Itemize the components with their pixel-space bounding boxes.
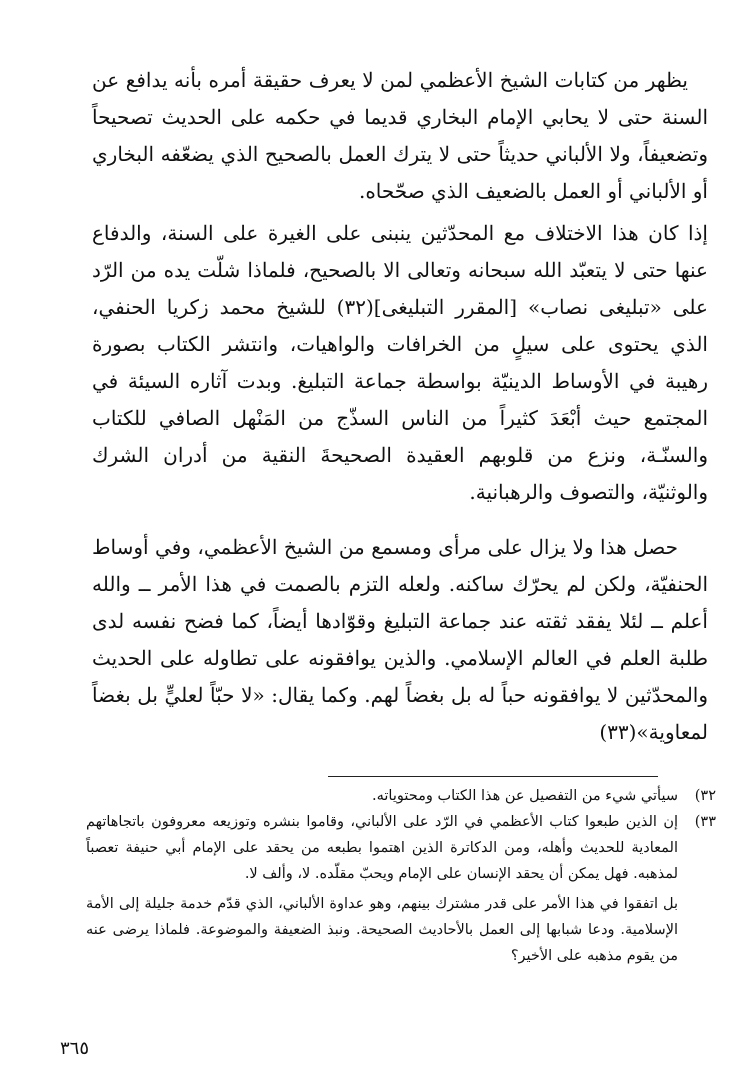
page-number: ٣٦٥	[60, 1038, 90, 1059]
footnotes	[86, 783, 716, 969]
paragraph-1: يظهر من كتابات الشيخ الأعظمي لمن لا يعرف حقيقة أمره بأنه يدافع عن السنة حتى لا يحابي الإمام البخاري قديما في حكمه على الحديث تصحيحاً وتضعيفاً، ولا الألباني حديثاً حتى لا يترك العمل بالصحيح الذي يضعّفه البخاري أو الألباني أو العمل بالضعيف الذي صحّحاه.	[92, 68, 708, 203]
footnote-number: ٣٢)	[694, 788, 716, 804]
footnote-separator	[328, 776, 658, 777]
footnote-number: ٣٣)	[694, 814, 716, 830]
footnote-text: سيأتي شيء من التفصيل عن هذا الكتاب ومحتوياته.	[371, 788, 678, 804]
main-text	[92, 62, 708, 751]
paragraph-2: إذا كان هذا الاختلاف مع المحدّثين ينبنى على الغيرة على السنة، والدفاع عنها حتى لا يتعبّد الله سبحانه وتعالى الا بالصحيح، فلماذا شلّت يده من الرّد على «تبليغى نصاب» [المقرر التبليغى](٣٢) للشيخ محمد زكريا الحنفي، الذي يحتوى على سيلٍ من الخرافات والواهيات، وانتشر الكتاب بصورة رهيبة في الأوساط الدينيّة بواسطة جماعة التبليغ. وبدت آثاره السيئة في المجتمع حيث أبْعَدَ كثيراً من الناس السذّج من المَنْهل الصافي للكتاب والسنّـة، ونزع من قلوبهم العقيدة الصحيحةَ النقية من أدران الشرك والوثنيّة، والتصوف والرهبانية.	[92, 221, 708, 504]
footnote-33	[86, 809, 716, 887]
footnote-32	[86, 783, 716, 809]
footnote-text: إن الذين طبعوا كتاب الأعظمي في الرّد على الألباني، وقاموا بنشره وتوزيعه معروفون باتجاهاتهم المعادية للحديث وأهله، ومن الدكاترة الذين اهتموا بطبعه من يحقد على الإمام أبي حنيفة تعصباً لمذهبه. فهل يمكن أن يحقد الإنسان على الإمام ويحبّ مقلّده. لا، وألف لا.	[86, 814, 678, 882]
paragraph-3: حصل هذا ولا يزال على مرأى ومسمع من الشيخ الأعظمي، وفي أوساط الحنفيّة، ولكن لم يحرّك ساكنه. ولعله التزم بالصمت في هذا الأمر ــ والله أعلم ــ لئلا يفقد ثقته عند جماعة التبليغ وقوّادها أيضاً، كما فضح نفسه لدى طلبة العلم في العالم الإسلامي. والذين يوافقونه على تطاوله على الحديث والمحدّثين لا يوافقونه حباً له بل بغضاً لهم. وكما يقال: «لا حبّاً لعليٍّ بل بغضاً لمعاوية»(٣٣)	[92, 535, 708, 744]
footnote-33-continuation: بل اتفقوا في هذا الأمر على قدر مشترك بينهم، وهو عداوة الألباني، الذي قدّم خدمة جليلة إلى الأمة الإسلامية. ودعا شبابها إلى العمل بالأحاديث الصحيحة. ونبذ الضعيفة والموضوعة. فلماذا يرضى عنه من يقوم مذهبه على الأخير؟	[86, 896, 678, 964]
